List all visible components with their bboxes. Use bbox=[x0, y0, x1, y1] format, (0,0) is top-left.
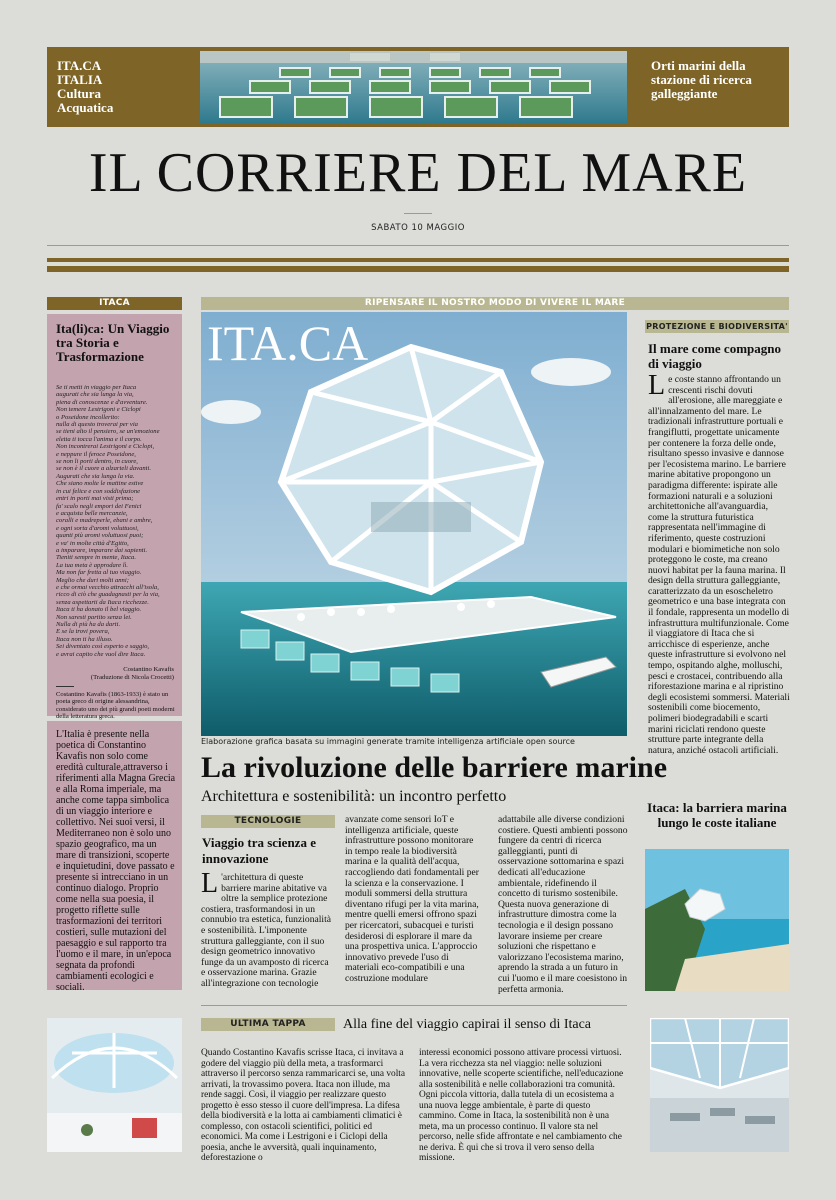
poem-author: Costantino Kavafis bbox=[123, 666, 174, 673]
brand-line-4: Acquatica bbox=[57, 100, 114, 115]
left-body-text: L'Italia è presente nella poetica di Constantino Kavafis non solo come eredità culturale,attraverso i riferimenti alla Magna Grecia e alla Roma imperiale, ma anche come tappa simbolica di un viaggio interiore e collettivo. Nei suoi versi, il Mediterraneo non è solo uno spazio geografico, ma un mare di transizioni, scoperte e inquietudini, dove passato e presente si intrecciano in un continuo dialogo. Proprio come nella sua poesia, il progetto riflette sulle trasformazioni dei territori costieri, sulle mutazioni del paesaggio e sul rapporto tra l'uomo e il mare, in un'epoca segnata da profondi cambiamenti ecologici e sociali. bbox=[56, 729, 176, 993]
date-rule bbox=[47, 245, 789, 246]
tech-dropcap: L bbox=[201, 868, 219, 899]
header-left-brand bbox=[57, 59, 197, 115]
kavafis-bio: Costantino Kavafis (1863-1933) è stato un poeta greco di origine alessandrina, considerato uno dei più grandi poeti moderni della letteratura greca. bbox=[56, 691, 175, 721]
bottom-title: Alla fine del viaggio capirai il senso di Itaca bbox=[343, 1017, 592, 1032]
bottom-section-divider bbox=[201, 1005, 627, 1006]
bottom-left-image bbox=[47, 1018, 182, 1152]
masthead-title: IL CORRIERE DEL MARE bbox=[88, 142, 748, 204]
bottom-right-image bbox=[650, 1018, 789, 1152]
main-headline: La rivoluzione delle barriere marine bbox=[201, 751, 668, 784]
tech-section-label: TECNOLOGIE bbox=[201, 815, 335, 828]
main-subhead: Architettura e sostenibilità: un incontro perfetto bbox=[201, 788, 507, 805]
tech-col-3: adattabile alle diverse condizioni costiere. Questi ambienti possono fungere da centri di ricerca galleggianti, punti di osservazione sottomarina e spazi dedicati all'educazione ambientale, ridefinendo il concetto di turismo sostenibile. Questa nuova generazione di infrastrutture dimostra come la tecnologia e il design possano lavorare insieme per creare soluzioni che rispettano e valorizzano l'ecosistema marino, aprendo la strada a un futuro in cui l'uomo e il mare coesistono in perfetta armonia. bbox=[498, 814, 628, 995]
right-body-text: e coste stanno affrontando un crescenti rischi dovuti all'erosione, alle mareggiate e all'innalzamento del mare. Le tradizionali infrastrutture portuali e frangiflutti, progettate unicamente per contenere la forza delle onde, risultano spesso invasive e dannose per l'ecosistema marino. Le barriere marine abitative propongono un paradigma differente: ispirate alle formazioni naturali e a soluzioni architettoniche all'avanguardia, come la struttura futuristica rappresentata nell'immagine di riferimento, queste costruzioni modulari e biomimetiche non solo proteggono le coste, ma creano nuovi habitat per la fauna marina. Il design della struttura galleggiante, caratterizzato da un esoscheletro geometrico e una base integrata con il fondale, rappresenta un modello di infrastruttura multifunzionale. Come il viaggiatore di Itaca che si arricchisce di esperienze, anche queste infrastrutture si evolvono nel tempo, ospitando alghe, molluschi, pesci e crostacei, contribuendo alla riforestazione marina e al ripristino degli ecosistemi sommersi. Materiali sostenibili come biocemento, polimeri biodegradabili e scarti marini riciclati rendono queste strutture parte integrante della natura, anziché ostacoli artificiali. bbox=[648, 374, 790, 756]
bottom-col-1: Quando Costantino Kavafis scrisse Itaca, ci invitava a godere del viaggio più della meta, a trasformarci attraverso il percorso senza rammaricarci se, una volta arrivati, la trovassimo povera. Itaca non illude, ma rende saggi. Così, il viaggio per realizzare questo progetto è esso stesso il cuore dell'impresa. La difesa della biodiversità e la lotta ai cambiamenti climatici è complesso, con ostacoli scientifici, politici ed economici. Ma come i Lestrigoni e i Ciclopi della poesia, anche le avversità, quali inquinamento, deforestazione o bbox=[201, 1048, 406, 1163]
hero-overlay-title: ITA.CA bbox=[207, 315, 369, 371]
center-banner: RIPENSARE IL NOSTRO MODO DI VIVERE IL MARE bbox=[201, 297, 789, 310]
bottom-section-label: ULTIMA TAPPA bbox=[201, 1018, 335, 1031]
tech-col-2: avanzate come sensori IoT e intelligenza artificiale, queste infrastrutture possono monitorare in tempo reale la biodiversità marina e la qualità dell'acqua, raccogliendo dati fondamentali per la scienza e la conservazione. I moduli sommersi della struttura diventano rifugi per la vita marina, mentre quelli emersi offrono spazi per ricercatori, subacquei e turisti desiderosi di esplorare il mare da una prospettiva unica. L'approccio innovativo prevede l'uso di materiali eco-compatibili e una costruzione modulare bbox=[345, 814, 479, 984]
gold-rule-bottom bbox=[47, 266, 789, 272]
right-article-body bbox=[648, 370, 791, 756]
brand-line-2: ITALIA bbox=[57, 72, 103, 87]
hero-image bbox=[201, 312, 627, 736]
right-feature-image bbox=[645, 849, 789, 991]
masthead-divider-short bbox=[404, 213, 432, 214]
tech-title: Viaggio tra scienza e innovazione bbox=[202, 835, 316, 866]
poem-translator: (Traduzione di Nicola Crocetti) bbox=[90, 673, 174, 681]
hero-caption: Elaborazione grafica basata su immagini generate tramite intelligenza artificiale open source bbox=[201, 737, 575, 746]
poem-credits bbox=[56, 666, 174, 681]
issue-date: SABATO 10 MAGGIO bbox=[371, 223, 465, 233]
kavafis-poem: Se ti metti in viaggio per Itaca augurati che sia lunga la via, piena di conoscenze e d'avventure. Non temere Lestrigoni e Ciclopi o Poseidone incollerito: nulla di questo troverai per via se tieni alto il pensiero, se un'emozione eletta ti tocca l'anima e il corpo. Non incontrerai Lestrigoni e Ciclopi, e neppure il feroce Poseidone, se non li porti dentro, in cuore, se non è il cuore a alzarteli davanti. Augurati che sia lunga la via. Che siano molte le mattine estive in cui felice e con soddisfazione entri in porti mai visti prima; fa' scalo negli empori dei Fenici e acquista belle mercanzie, coralli e madreperle, ebani e ambre, e ogni sorta d'aromi voluttuosi, quanti più aromi voluttuosi puoi; e va' in molte città d'Egitto, a imparare, imparare dai sapienti. Tieniti sempre in mente, Itaca. La tua meta è approdare lì. Ma non far fretta al tuo viaggio. Meglio che duri molti anni; e che ormai vecchio attracchi all'isola, ricco di ciò che guadagnasti per la via, senza aspettarti da Itaca ricchezze. Itaca ti ha donato il bel viaggio. Non saresti partito senza lei. Nulla di più ha da darti. E se la trovi povera, Itaca non ti ha illuso. Sei diventato così esperto e saggio, e avrai capito che vuol dire Itaca. bbox=[56, 384, 160, 658]
right-dropcap: L bbox=[648, 370, 666, 401]
tech-col-1-text: 'architettura di queste barriere marine abitative va oltre la semplice protezione costiera, trasformandosi in un connubio tra estetica, funzionalità e sostenibilità. L'imponente struttura galleggiante, con il suo design geometrico innovativo funge da un avamposto di ricerca e osservazione marina. Grazie all'integrazione con tecnologie bbox=[201, 872, 331, 989]
brand-line-1: ITA.CA bbox=[57, 58, 102, 73]
left-section-label: ITACA bbox=[47, 297, 182, 310]
header-garden-image bbox=[200, 51, 627, 123]
poem-divider bbox=[56, 686, 74, 687]
header-right-text: Orti marini della stazione di ricerca galleggiante bbox=[651, 58, 752, 101]
left-article-title: Ita(li)ca: Un Viaggio tra Storia e Trasformazione bbox=[56, 321, 170, 364]
bottom-col-2: interessi economici possono attivare processi virtuosi. La vera ricchezza sta nel viaggio: nelle soluzioni innovative, nelle scoperte scientifiche, nell'educazione alla sostenibilità e nelle collaborazioni tra comunità. Ogni piccola vittoria, dalla tutela di un ecosistema a una nuova legge ambientale, è parte di questo cammino. Come in Itaca, la sostenibilità non è una meta, ma un processo continuo. Il valore sta nel percorso, nelle sfide affrontate e nel cambiamento che ne deriva. È qui che si trova il vero senso della missione. bbox=[419, 1048, 624, 1163]
right-feature-title: Itaca: la barriera marina lungo le coste italiane bbox=[647, 800, 787, 830]
tech-col-1 bbox=[201, 868, 335, 990]
right-section-label: PROTEZIONE E BIODIVERSITA' bbox=[646, 322, 788, 331]
brand-line-3: Cultura bbox=[57, 86, 102, 101]
right-article-title: Il mare come compagno di viaggio bbox=[648, 341, 781, 371]
gold-rule-top bbox=[47, 258, 789, 262]
